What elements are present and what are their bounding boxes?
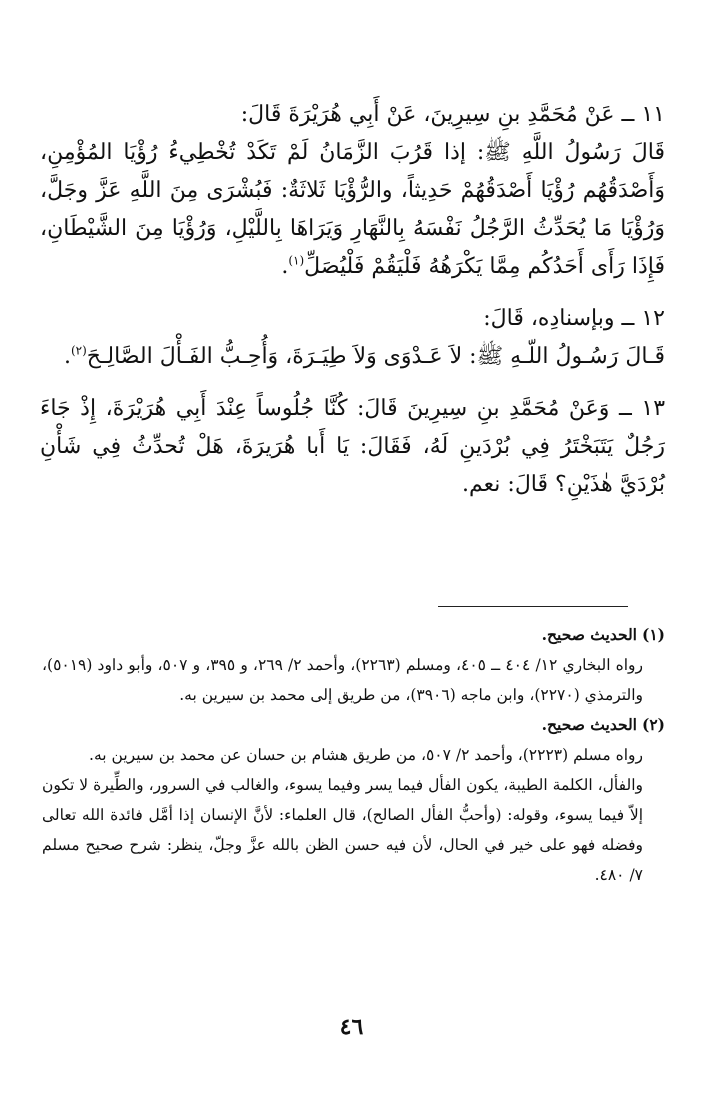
footnote-ref-2[interactable]: (٢) [70, 343, 87, 358]
hadith-11-heading: ١١ ــ عَنْ مُحَمَّدِ بنِ سِيرِينَ، عَنْ أَبِي هُرَيْرَةَ قَالَ: [240, 102, 665, 127]
hadith-12-text: قَـالَ رَسُـولُ اللّـهِ ﷺ: لاَ عَـدْوَى وَلاَ طِيَـرَةَ، وَأُحِـبُّ الفَـأْلَ الصَّالِـحَ$^{(٢)}$. [63, 343, 665, 369]
page-number: ٤٦ [339, 1014, 364, 1040]
hadith-11-text: قَالَ رَسُولُ اللَّهِ ﷺ: إذا قَرُبَ الزَّمَانُ لَمْ تَكَدْ تُخْطِيءُ رُؤْيَا المُؤْمِنِ، وَأَصْدَقُهُم رُؤْيَا أَصْدَقُهُمْ حَدِيثاً، والرُّؤْيَا ثَلاثَةٌ: فَبُشْرَى مِنَ اللَّهِ عَزَّ وجَلَّ، وَرُؤْيَا مَا يُحَدِّثُ الرَّجُلُ نَفْسَهُ بِالنَّهَارِ وَيَرَاهَا بِاللَّيْلِ، وَرُؤْيَا مِنَ الشَّيْطَانِ، فَإِذَا رَأَى أَحَدُكُم مِمَّا يَكْرَهُهُ فَلْيَقُمْ فَلْيُصَلِّ$^{(١)}$. [40, 140, 665, 279]
footnote-2-heading: (٢)الحديث صحيح. [42, 710, 665, 740]
footnote-1-heading: (١)الحديث صحيح. [42, 620, 665, 650]
footnotes [42, 620, 665, 890]
hadith-12-heading: ١٢ ــ وبإسنادِه، قَالَ: [483, 306, 665, 331]
footnote-2-body: رواه مسلم (٢٢٢٣)، وأحمد ٢/ ٥٠٧، من طريق هشام بن حسان عن محمد بن سيرين به. [89, 746, 643, 764]
footnote-1-number: (١) [641, 625, 665, 644]
main-text [40, 92, 665, 518]
footnote-2-number: (٢) [641, 715, 665, 734]
footnote-separator [438, 606, 628, 607]
footnote-1-body: رواه البخاري ١٢/ ٤٠٤ ــ ٤٠٥، ومسلم (٢٢٦٣)، وأحمد ٢/ ٢٦٩، و ٣٩٥، و ٥٠٧، وأبو داود (٥٠١٩)، والترمذي (٢٢٧٠)، وابن ماجه (٣٩٠٦)، من طريق إلى محمد بن سيرين به. [42, 656, 644, 704]
footnote-ref-1[interactable]: (١) [288, 253, 305, 268]
hadith-13-text: ١٣ ــ وَعَنْ مُحَمَّدِ بنِ سِيرِينَ قَالَ: كُنَّا جُلُوساً عِنْدَ أَبِي هُرَيْرَةَ، إِذْ جَاءَ رَجُلٌ يَتَبَخْتَرُ فِي بُرْدَينِ لَهُ، فَقَالَ: يَا أَبا هُرَيرَةَ، هَلْ تُحدِّثُ فِي شَأْنِ بُرْدَيَّ هٰذَيْنِ؟ قَالَ: نعم. [40, 396, 666, 497]
footnote-2-commentary: والفأل، الكلمة الطيبة، يكون الفأل فيما يسر وفيما يسوء، والغالب في السرور، والطِّيرة لا تكون إلاّ فيما يسوء، وقوله: (وأحبُّ الفأل الصالح)، قال العلماء: لأنَّ الإنسان إذا أمَّل فائدة الله تعالى وفضله فهو على خير في الحال، لأن فيه حسن الظن بالله عزَّ وجلّ، ينظر: شرح صحيح مسلم ٧/ ٤٨٠. [42, 776, 643, 884]
